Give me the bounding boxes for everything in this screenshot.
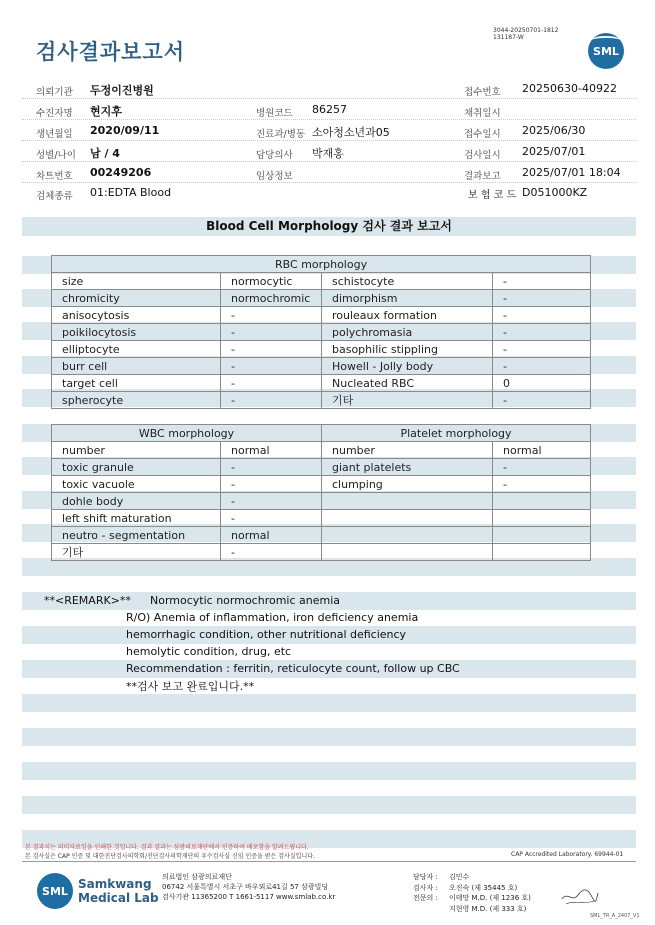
sml-footer-logo-icon — [37, 873, 73, 909]
table-cell: - — [221, 375, 322, 392]
table-cell: Howell - Jolly body — [322, 358, 493, 375]
table-row — [52, 476, 591, 493]
table-cell: spherocyte — [52, 392, 221, 409]
staff-value: 지현영 M.D. (제 333 호) — [449, 904, 527, 913]
row-band — [22, 694, 636, 712]
footer-note: 본 결과지는 의미자료일을 인쇄한 것입니다. 결과 결과는 삼광의료재단에서 인증하여 배포함을 알려드립니다. — [25, 844, 309, 851]
signature-icon — [560, 885, 600, 907]
page-title: 검사결과보고서 — [36, 40, 186, 64]
table-row — [52, 442, 591, 459]
remark-line: hemolytic condition, drug, etc — [126, 645, 292, 658]
table-cell: normal — [493, 442, 591, 459]
table-row — [52, 341, 591, 358]
table-cell: - — [221, 544, 322, 561]
address-line: 검사기관 11365200 T 1661-5117 www.smlab.co.kr — [162, 893, 336, 901]
table-row — [52, 493, 591, 510]
info-label: 성별/나이 — [36, 150, 76, 161]
info-label: 채취일시 — [464, 108, 501, 119]
table-cell: poikilocytosis — [52, 324, 221, 341]
remark-label: **<REMARK>** — [44, 594, 131, 607]
table-cell — [322, 544, 493, 561]
table-cell: - — [493, 392, 591, 409]
table-cell: toxic vacuole — [52, 476, 221, 493]
table-cell: - — [493, 476, 591, 493]
staff-row — [413, 893, 531, 904]
staff-label: 검사자 : — [413, 883, 438, 892]
table-cell: - — [221, 341, 322, 358]
wbc-platelet-morphology-table — [51, 424, 591, 561]
table-cell — [322, 510, 493, 527]
staff-label: 전문의 : — [413, 894, 438, 902]
wbc-table-header: WBC morphology — [52, 425, 322, 442]
info-value: 현지후 — [90, 105, 122, 118]
info-label: 검체종류 — [36, 191, 73, 202]
info-row — [22, 162, 636, 183]
info-value: 2025/07/01 — [522, 145, 586, 158]
footer-staff — [413, 872, 531, 914]
table-cell: giant platelets — [322, 459, 493, 476]
info-label: 담당의사 — [256, 150, 293, 161]
rbc-table-header: RBC morphology — [52, 256, 591, 273]
company-name-line1: Samkwang — [78, 877, 152, 891]
table-cell: - — [221, 392, 322, 409]
table-cell: - — [221, 510, 322, 527]
row-band — [22, 728, 636, 746]
info-label: 검사일시 — [464, 150, 501, 161]
info-value: 86257 — [312, 103, 347, 116]
info-value: 2025/06/30 — [522, 124, 586, 137]
remark-line: **검사 보고 완료입니다.** — [126, 680, 255, 693]
table-cell: anisocytosis — [52, 307, 221, 324]
table-cell: 0 — [493, 375, 591, 392]
info-label: 차트번호 — [36, 171, 73, 182]
staff-label: 담당자 : — [413, 873, 438, 881]
table-cell — [493, 527, 591, 544]
table-cell: Nucleated RBC — [322, 375, 493, 392]
table-cell: - — [493, 307, 591, 324]
table-cell — [493, 510, 591, 527]
table-cell: - — [493, 341, 591, 358]
table-cell: target cell — [52, 375, 221, 392]
table-cell: schistocyte — [322, 273, 493, 290]
table-cell — [322, 527, 493, 544]
info-label: 접수일시 — [464, 129, 501, 140]
footer-divider — [22, 861, 636, 862]
staff-value: 김민수 — [449, 873, 470, 881]
table-cell: left shift maturation — [52, 510, 221, 527]
table-cell: 기타 — [52, 544, 221, 561]
staff-row — [413, 872, 531, 883]
cap-accreditation: CAP Accredited Laboratory. 69944-01 — [511, 851, 624, 858]
info-value: D051000KZ — [522, 186, 588, 199]
remark-line: R/O) Anemia of inflammation, iron deficiency anemia — [126, 611, 419, 624]
report-title: Blood Cell Morphology 검사 결과 보고서 — [22, 217, 636, 236]
platelet-table-header: Platelet morphology — [322, 425, 591, 442]
table-cell: - — [221, 358, 322, 375]
table-cell: normal — [221, 527, 322, 544]
document-code-line2: 131187-W — [493, 34, 524, 41]
table-cell — [493, 544, 591, 561]
table-cell: - — [221, 493, 322, 510]
table-cell: - — [493, 273, 591, 290]
staff-value: 오진숙 (제 35445 호) — [449, 883, 518, 892]
table-cell — [322, 493, 493, 510]
table-row — [52, 290, 591, 307]
info-value: 01:EDTA Blood — [90, 186, 172, 199]
table-cell: - — [221, 307, 322, 324]
info-label: 접수번호 — [464, 87, 501, 98]
info-label: 수진자명 — [36, 108, 73, 119]
document-code-line1: 3044-20250701-1812 — [493, 27, 559, 34]
info-value: 소아청소년과05 — [312, 126, 390, 139]
table-row — [52, 459, 591, 476]
remark-line: Normocytic normochromic anemia — [150, 594, 341, 607]
row-band — [22, 796, 636, 814]
table-cell: normocytic — [221, 273, 322, 290]
table-cell: - — [221, 476, 322, 493]
table-row — [52, 324, 591, 341]
table-row — [52, 307, 591, 324]
info-value: 2020/09/11 — [90, 124, 160, 137]
table-cell: - — [221, 459, 322, 476]
company-name-line2: Medical Lab — [78, 891, 159, 905]
table-row — [52, 392, 591, 409]
document-code — [493, 27, 558, 41]
table-cell — [493, 493, 591, 510]
form-version: SML_TR_A_2407_V1 — [590, 913, 640, 919]
table-cell: dohle body — [52, 493, 221, 510]
info-row — [22, 78, 636, 99]
table-cell: - — [493, 324, 591, 341]
footer-company-name — [78, 877, 159, 905]
info-label: 진료과/병동 — [256, 129, 306, 140]
table-row — [52, 273, 591, 290]
sml-logo-icon — [588, 33, 624, 69]
info-label: 의뢰기관 — [36, 87, 73, 98]
table-row — [52, 510, 591, 527]
table-cell: dimorphism — [322, 290, 493, 307]
table-cell: number — [322, 442, 493, 459]
table-cell: basophilic stippling — [322, 341, 493, 358]
table-cell: number — [52, 442, 221, 459]
table-cell: size — [52, 273, 221, 290]
table-cell: polychromasia — [322, 324, 493, 341]
info-label: 생년월일 — [36, 129, 73, 140]
table-cell: - — [221, 324, 322, 341]
table-row — [52, 358, 591, 375]
table-cell: toxic granule — [52, 459, 221, 476]
footer-note: 본 검사실은 CAP 인증 및 대한진단검사의학회/진단검사의학재단의 우수검사실 신임 인증을 받은 검사실입니다. — [25, 853, 315, 860]
footer-logo-text: SML — [42, 884, 68, 898]
info-value: 박재홍 — [312, 147, 344, 160]
staff-value: 이태망 M.D. (제 1236 호) — [449, 894, 531, 902]
table-row — [52, 544, 591, 561]
address-line: 06742 서울특별시 서초구 바우뫼로41길 57 삼광빌딩 — [162, 883, 329, 891]
table-cell: elliptocyte — [52, 341, 221, 358]
table-cell: burr cell — [52, 358, 221, 375]
table-cell: - — [493, 290, 591, 307]
info-row — [22, 120, 636, 141]
address-line: 의료법인 삼광의료재단 — [162, 873, 232, 881]
table-cell: - — [493, 358, 591, 375]
info-row — [22, 182, 636, 203]
table-cell: normal — [221, 442, 322, 459]
table-cell: - — [493, 459, 591, 476]
remark-line: hemorrhagic condition, other nutritional deficiency — [126, 628, 407, 641]
table-cell: chromicity — [52, 290, 221, 307]
info-value: 두정이진병원 — [90, 84, 154, 97]
sml-logo-text: SML — [593, 44, 619, 58]
info-label: 병원코드 — [256, 108, 293, 119]
info-row — [22, 141, 636, 162]
info-value: 20250630-40922 — [522, 82, 617, 95]
info-label: 보 험 코 드 — [468, 190, 517, 201]
info-label: 결과보고 — [464, 171, 501, 182]
table-row — [52, 527, 591, 544]
info-value: 00249206 — [90, 166, 152, 179]
table-cell: rouleaux formation — [322, 307, 493, 324]
table-row — [52, 375, 591, 392]
info-value: 남 / 4 — [90, 147, 120, 160]
footer-address — [162, 872, 335, 902]
info-row — [22, 99, 636, 120]
table-cell: clumping — [322, 476, 493, 493]
table-cell: 기타 — [322, 392, 493, 409]
remark-line: Recommendation : ferritin, reticulocyte count, follow up CBC — [126, 662, 460, 675]
table-cell: neutro - segmentation — [52, 527, 221, 544]
staff-row — [413, 883, 531, 894]
table-cell: normochromic — [221, 290, 322, 307]
row-band — [22, 762, 636, 780]
staff-row — [413, 904, 531, 915]
rbc-morphology-table — [51, 255, 591, 409]
info-value: 2025/07/01 18:04 — [522, 166, 621, 179]
info-label: 임상정보 — [256, 171, 293, 182]
